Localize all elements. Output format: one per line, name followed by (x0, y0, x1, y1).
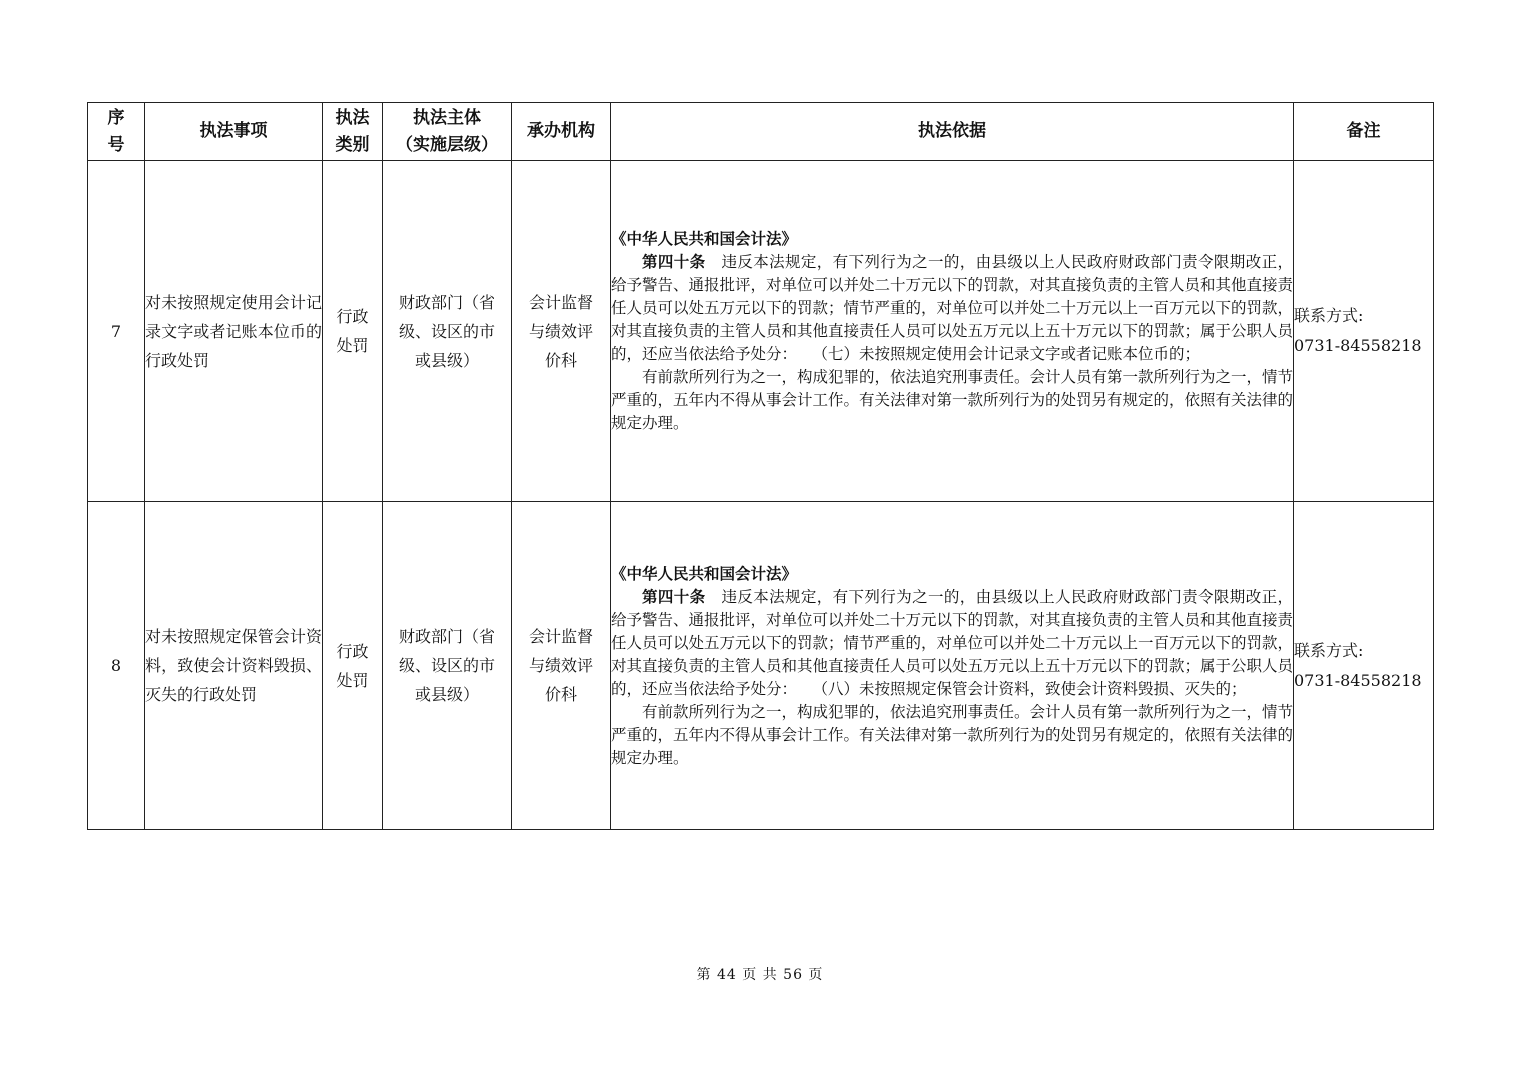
row-agency-line3: 价科 (544, 350, 577, 370)
row-note (1294, 161, 1434, 502)
row-subject-line1: 财政部门（省 (398, 627, 495, 646)
page-footer: 第 44 页 共 56 页 (696, 967, 824, 983)
row-basis (611, 502, 1294, 830)
row-subject-line2: 级、设区的市 (398, 656, 495, 675)
table-row (88, 161, 1434, 502)
header-type (323, 103, 383, 161)
header-row (88, 103, 1434, 161)
header-seq (88, 103, 145, 161)
contact-label: 联系方式: (1294, 306, 1364, 325)
enforcement-table (87, 102, 1434, 830)
header-agency: 承办机构 (512, 103, 611, 161)
row-subject-line3: 或县级） (414, 685, 479, 704)
row-note (1294, 502, 1434, 830)
header-subject (383, 103, 512, 161)
row-type (323, 161, 383, 502)
header-type-line2: 类别 (335, 134, 370, 155)
header-seq-line1: 序 (107, 107, 125, 128)
header-note: 备注 (1294, 103, 1434, 161)
header-basis: 执法依据 (611, 103, 1294, 161)
row-type (323, 502, 383, 830)
header-item: 执法事项 (145, 103, 323, 161)
table-row (88, 502, 1434, 830)
article-text: 违反本法规定，有下列行为之一的，由县级以上人民政府财政部门责令限期改正，给予警告、通报批评，对单位可以并处二十万元以下的罚款，对其直接负责的主管人员和其他直接责任人员可以处五万元以下的罚款；情节严重的，对单位可以并处二十万元以上一百万元以下的罚款，对其直接负责的主管人员和其他直接责任人员可以处五万元以上五十万元以下的罚款；属于公职人员的，还应当依法给予处分： （八）未按照规定保管会计资料，致使会计资料毁损、灭失的； (611, 587, 1294, 698)
row-type-line1: 行政 (336, 307, 369, 326)
row-agency (512, 502, 611, 830)
row-subject (383, 502, 512, 830)
article-text: 违反本法规定，有下列行为之一的，由县级以上人民政府财政部门责令限期改正，给予警告、通报批评，对单位可以并处二十万元以下的罚款，对其直接负责的主管人员和其他直接责任人员可以处五万元以下的罚款；情节严重的，对单位可以并处二十万元以上一百万元以下的罚款，对其直接负责的主管人员和其他直接责任人员可以处五万元以上五十万元以下的罚款；属于公职人员的，还应当依法给予处分： （七）未按照规定使用会计记录文字或者记账本位币的； (611, 253, 1294, 363)
row-agency-line2: 与绩效评 (528, 321, 593, 341)
contact-phone: 0731-84558218 (1294, 336, 1422, 355)
law-title: 《中华人民共和国会计法》 (611, 229, 798, 248)
row-basis (611, 161, 1294, 502)
law-title: 《中华人民共和国会计法》 (611, 563, 798, 583)
row-seq: 7 (88, 161, 145, 502)
row-agency-line1: 会计监督 (528, 627, 593, 646)
row-seq: 8 (88, 502, 145, 830)
row-item: 对未按照规定保管会计资料，致使会计资料毁损、灭失的行政处罚 (145, 502, 323, 830)
article-number: 第四十条 (642, 252, 706, 271)
row-type-line2: 处罚 (336, 670, 369, 690)
contact-label: 联系方式: (1294, 640, 1364, 660)
row-agency (512, 161, 611, 502)
article-paragraph (611, 585, 1293, 701)
row-subject-line2: 级、设区的市 (398, 321, 495, 341)
header-subject-line2: （实施层级） (396, 134, 498, 155)
row-agency-line2: 与绩效评 (528, 656, 593, 675)
second-paragraph: 有前款所列行为之一，构成犯罪的，依法追究刑事责任。会计人员有第一款所列行为之一，情节严重的，五年内不得从事会计工作。有关法律对第一款所列行为的处罚另有规定的，依照有关法律的规定办理。 (611, 702, 1294, 767)
row-subject-line3: 或县级） (414, 350, 479, 370)
row-agency-line3: 价科 (544, 685, 577, 704)
header-subject-line1: 执法主体 (413, 107, 481, 128)
row-type-line2: 处罚 (336, 336, 369, 355)
row-subject (383, 161, 512, 502)
contact-phone: 0731-84558218 (1294, 670, 1422, 690)
row-type-line1: 行政 (336, 641, 369, 661)
header-seq-line2: 号 (107, 134, 125, 155)
row-item: 对未按照规定使用会计记录文字或者记账本位币的行政处罚 (145, 161, 323, 502)
article-number: 第四十条 (642, 586, 706, 606)
article-paragraph (611, 250, 1293, 366)
second-paragraph: 有前款所列行为之一，构成犯罪的，依法追究刑事责任。会计人员有第一款所列行为之一，情节严重的，五年内不得从事会计工作。有关法律对第一款所列行为的处罚另有规定的，依照有关法律的规定办理。 (611, 368, 1294, 432)
row-agency-line1: 会计监督 (528, 292, 593, 312)
row-subject-line1: 财政部门（省 (398, 292, 495, 312)
header-type-line1: 执法 (335, 107, 370, 128)
